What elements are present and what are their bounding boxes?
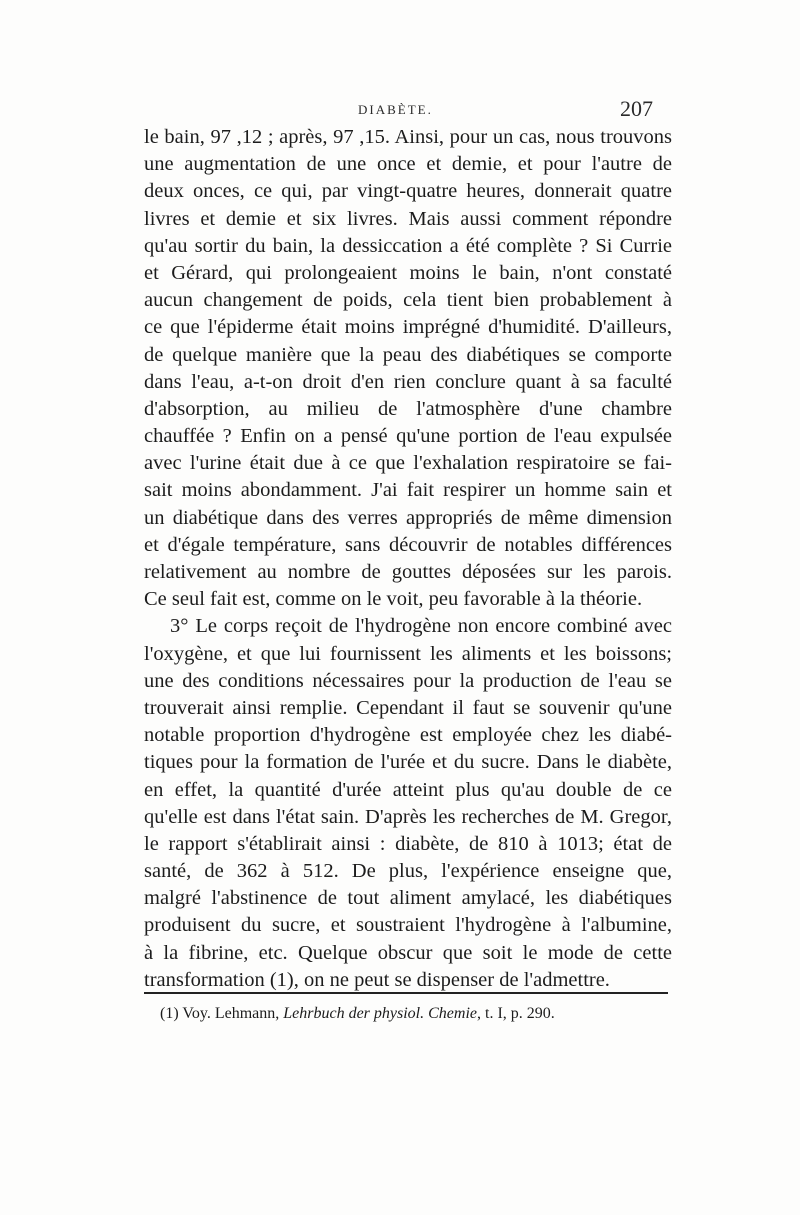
text-line: l'oxygène, et que lui fournissent les aliments et les boissons; — [144, 642, 672, 665]
text-line: avec l'urine était due à ce que l'exhalation respiratoire se fai- — [144, 452, 672, 475]
footnote-divider — [144, 992, 668, 994]
page-number: 207 — [620, 96, 653, 121]
text-line: sait moins abondamment. J'ai fait respirer un homme sain et — [144, 479, 672, 502]
text-line: qu'elle est dans l'état sain. D'après les recherches de M. Gregor, — [144, 805, 672, 828]
text-line: de quelque manière que la peau des diabétiques se comporte — [144, 343, 672, 366]
text-line: relativement au nombre de gouttes déposées sur les parois. — [144, 561, 672, 583]
running-title: DIABÈTE. — [358, 102, 433, 117]
text-line: d'absorption, au milieu de l'atmosphère d'une chambre — [144, 397, 672, 420]
footnote-work-title: Lehrbuch der physiol. Chemie — [283, 1005, 477, 1022]
footnote-prefix: (1) Voy. Lehmann, — [160, 1005, 284, 1022]
text-line: à la fibrine, etc. Quelque obscur que soit le mode de cette — [144, 941, 672, 964]
running-head — [0, 96, 800, 124]
text-line: en effet, la quantité d'urée atteint plus qu'au double de ce — [144, 778, 672, 801]
text-line: qu'au sortir du bain, la dessiccation a été complète ? Si Currie — [144, 234, 672, 257]
text-line: transformation (1), on ne peut se dispenser de l'admettre. — [144, 968, 610, 991]
text-line: santé, de 362 à 512. De plus, l'expérience enseigne que, — [144, 860, 672, 883]
text-line: et Gérard, qui prolongeaient moins le bain, n'ont constaté — [144, 261, 672, 284]
text-line: le bain, 97 ,12 ; après, 97 ,15. Ainsi, pour un cas, nous trouvons — [144, 126, 672, 148]
text-line: malgré l'abstinence de tout aliment amylacé, les diabétiques — [144, 887, 672, 910]
paragraph-start-line: 3° Le corps reçoit de l'hydrogène non encore combiné avec — [170, 615, 672, 638]
text-line: chauffée ? Enfin on a pensé qu'une portion de l'eau expulsée — [144, 425, 672, 448]
text-line: deux onces, ce qui, par vingt-quatre heures, donnerait quatre — [144, 180, 672, 203]
text-line: tiques pour la formation de l'urée et du sucre. Dans le diabète, — [144, 751, 672, 774]
text-line: et d'égale température, sans découvrir de notables différences — [144, 533, 672, 556]
footnote-suffix: , t. I, p. 290. — [477, 1005, 555, 1022]
text-line: le rapport s'établirait ainsi : diabète, de 810 à 1013; état de — [144, 832, 672, 855]
footnote — [160, 1001, 555, 1027]
text-line: notable proportion d'hydrogène est employée chez les diabé- — [144, 724, 672, 747]
text-line: un diabétique dans des verres appropriés de même dimension — [144, 506, 672, 529]
text-line: aucun changement de poids, cela tient bien probablement à — [144, 289, 672, 312]
text-line: dans l'eau, a-t-on droit d'en rien conclure quant à sa faculté — [144, 370, 672, 393]
text-line: Ce seul fait est, comme on le voit, peu favorable à la théorie. — [144, 588, 643, 611]
text-line: trouverait ainsi remplie. Cependant il faut se souvenir qu'une — [144, 696, 672, 719]
text-line: produisent du sucre, et soustraient l'hydrogène à l'albumine, — [144, 914, 672, 937]
body-text — [144, 124, 672, 994]
text-line: une des conditions nécessaires pour la production de l'eau se — [144, 669, 672, 692]
text-line: une augmentation de une once et demie, et pour l'autre de — [144, 153, 672, 176]
text-line: ce que l'épiderme était moins imprégné d'humidité. D'ailleurs, — [144, 316, 672, 339]
text-line: livres et demie et six livres. Mais aussi comment répondre — [144, 207, 672, 230]
